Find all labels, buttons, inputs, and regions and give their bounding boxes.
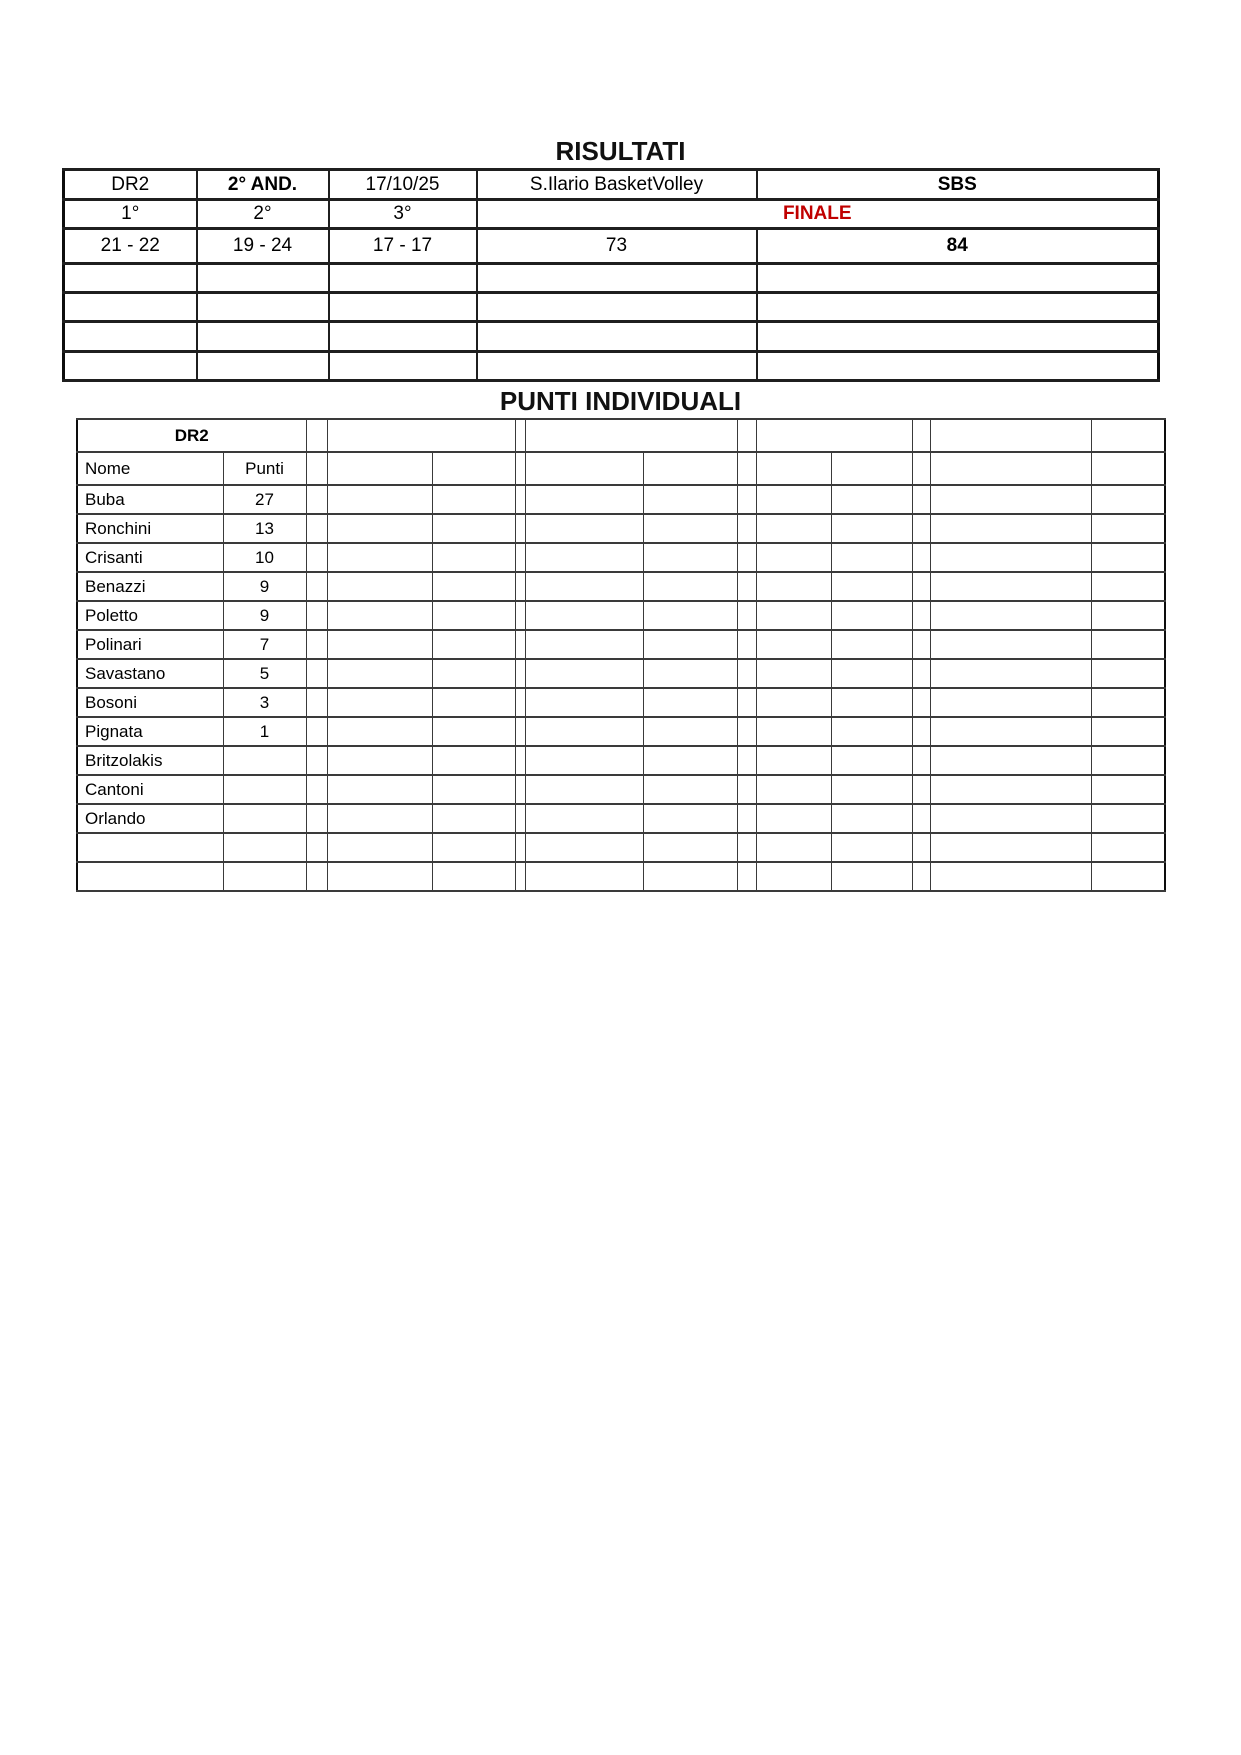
empty-cell [327,630,432,659]
results-row-3 [64,264,1159,293]
empty-cell [930,746,1091,775]
empty-cell [737,601,756,630]
empty-cell [831,688,912,717]
empty-cell [912,804,930,833]
empty-cell [432,833,515,862]
empty-cell [756,485,831,514]
team-name-cell: DR2 [77,419,306,452]
empty-cell [912,833,930,862]
results-cell-r0-c4: SBS [757,170,1159,200]
empty-cell [432,688,515,717]
results-cell-r4-c3 [477,293,757,322]
player-row [77,746,1165,775]
empty-cell [432,659,515,688]
empty-cell [515,717,525,746]
empty-cell [515,833,525,862]
results-cell-r4-c2 [329,293,477,322]
results-cell-r4-c1 [197,293,329,322]
player-points-cell [223,804,306,833]
player-row [77,833,1165,862]
empty-cell [643,630,737,659]
empty-cell [930,717,1091,746]
individual-points-table [76,418,1166,892]
empty-cell [912,572,930,601]
empty-cell [756,630,831,659]
empty-cell [756,514,831,543]
empty-cell [643,775,737,804]
results-cell-r2-c3: 73 [477,229,757,264]
empty-cell [1091,659,1165,688]
empty-cell [515,659,525,688]
empty-cell [756,804,831,833]
empty-cell [930,833,1091,862]
empty-cell [643,833,737,862]
empty-cell [515,688,525,717]
empty-cell [831,514,912,543]
empty-cell [432,775,515,804]
empty-cell [306,659,327,688]
empty-cell [515,514,525,543]
empty-cell [930,485,1091,514]
player-name-cell: Cantoni [77,775,223,804]
empty-cell [1091,746,1165,775]
empty-cell [327,659,432,688]
results-cell-r6-c4 [757,352,1159,381]
empty-cell [643,804,737,833]
empty-cell [432,746,515,775]
player-row [77,572,1165,601]
empty-cell [515,543,525,572]
empty-cell [831,775,912,804]
team-header-empty-cell [912,419,930,452]
player-points-cell: 1 [223,717,306,746]
empty-cell [525,514,643,543]
empty-cell [327,601,432,630]
empty-cell [1091,775,1165,804]
results-table [62,168,1160,382]
empty-cell [432,485,515,514]
empty-cell [306,630,327,659]
team-header-empty-cell [525,419,737,452]
empty-cell [737,543,756,572]
empty-cell [831,543,912,572]
empty-cell [643,543,737,572]
empty-cell [432,717,515,746]
empty-cell [525,601,643,630]
column-header-empty-cell [912,452,930,485]
column-header-empty-cell [1091,452,1165,485]
team-header-empty-cell [930,419,1091,452]
results-title: RISULTATI [555,136,686,166]
empty-cell [930,775,1091,804]
empty-cell [912,659,930,688]
empty-cell [737,630,756,659]
player-points-cell: 27 [223,485,306,514]
empty-cell [912,485,930,514]
empty-cell [737,688,756,717]
team-header-empty-cell [737,419,756,452]
empty-cell [643,572,737,601]
player-row [77,543,1165,572]
empty-cell [756,601,831,630]
empty-cell [643,717,737,746]
empty-cell [912,630,930,659]
empty-cell [831,572,912,601]
empty-cell [643,688,737,717]
results-cell-r5-c4 [757,322,1159,352]
empty-cell [432,601,515,630]
column-header-row [77,452,1165,485]
player-name-cell [77,833,223,862]
empty-cell [525,746,643,775]
results-cell-r2-c2: 17 - 17 [329,229,477,264]
name-column-header: Nome [77,452,223,485]
team-header-empty-cell [327,419,515,452]
results-cell-r0-c3: S.Ilario BasketVolley [477,170,757,200]
empty-cell [327,746,432,775]
empty-cell [432,804,515,833]
empty-cell [432,543,515,572]
empty-cell [525,833,643,862]
empty-cell [515,630,525,659]
player-row [77,601,1165,630]
player-name-cell: Benazzi [77,572,223,601]
empty-cell [327,862,432,891]
empty-cell [525,775,643,804]
column-header-empty-cell [432,452,515,485]
empty-cell [737,746,756,775]
empty-cell [831,833,912,862]
empty-cell [1091,833,1165,862]
empty-cell [306,514,327,543]
empty-cell [515,862,525,891]
empty-cell [930,601,1091,630]
results-row-2 [64,229,1159,264]
empty-cell [912,746,930,775]
results-row-5 [64,322,1159,352]
results-cell-r3-c0 [64,264,197,293]
results-cell-r3-c4 [757,264,1159,293]
empty-cell [1091,514,1165,543]
column-header-empty-cell [737,452,756,485]
empty-cell [525,659,643,688]
empty-cell [912,688,930,717]
empty-cell [306,862,327,891]
player-name-cell: Crisanti [77,543,223,572]
empty-cell [930,514,1091,543]
empty-cell [643,514,737,543]
empty-cell [912,601,930,630]
team-header-empty-cell [1091,419,1165,452]
empty-cell [1091,862,1165,891]
empty-cell [515,775,525,804]
empty-cell [1091,717,1165,746]
empty-cell [525,543,643,572]
results-cell-r2-c4: 84 [757,229,1159,264]
empty-cell [327,804,432,833]
empty-cell [306,775,327,804]
empty-cell [756,775,831,804]
empty-cell [1091,485,1165,514]
player-name-cell: Bosoni [77,688,223,717]
player-points-cell: 5 [223,659,306,688]
player-points-cell [223,746,306,775]
player-points-cell [223,833,306,862]
player-points-cell: 10 [223,543,306,572]
results-cell-r2-c1: 19 - 24 [197,229,329,264]
empty-cell [327,688,432,717]
empty-cell [737,717,756,746]
empty-cell [525,688,643,717]
empty-cell [306,746,327,775]
empty-cell [432,862,515,891]
empty-cell [831,804,912,833]
empty-cell [306,688,327,717]
empty-cell [525,717,643,746]
empty-cell [831,862,912,891]
empty-cell [306,543,327,572]
player-name-cell: Ronchini [77,514,223,543]
empty-cell [327,543,432,572]
empty-cell [525,862,643,891]
results-cell-r1-c0: 1° [64,200,197,229]
results-cell-r1-c1: 2° [197,200,329,229]
column-header-empty-cell [831,452,912,485]
empty-cell [327,717,432,746]
player-points-cell [223,775,306,804]
empty-cell [515,601,525,630]
empty-cell [930,862,1091,891]
empty-cell [643,746,737,775]
points-column-header: Punti [223,452,306,485]
empty-cell [327,775,432,804]
empty-cell [306,572,327,601]
player-row [77,688,1165,717]
empty-cell [525,485,643,514]
empty-cell [643,601,737,630]
results-cell-r0-c0: DR2 [64,170,197,200]
empty-cell [1091,572,1165,601]
empty-cell [831,630,912,659]
player-name-cell: Orlando [77,804,223,833]
empty-cell [515,746,525,775]
results-row-1 [64,200,1159,229]
results-cell-r2-c0: 21 - 22 [64,229,197,264]
empty-cell [525,572,643,601]
empty-cell [912,775,930,804]
empty-cell [912,717,930,746]
column-header-empty-cell [306,452,327,485]
empty-cell [737,804,756,833]
player-points-cell: 7 [223,630,306,659]
player-row [77,804,1165,833]
results-cell-r5-c2 [329,322,477,352]
empty-cell [306,717,327,746]
results-cell-r6-c3 [477,352,757,381]
results-cell-r1-c2: 3° [329,200,477,229]
column-header-empty-cell [525,452,643,485]
empty-cell [432,630,515,659]
results-row-4 [64,293,1159,322]
empty-cell [930,630,1091,659]
results-row-6 [64,352,1159,381]
results-cell-r4-c0 [64,293,197,322]
team-header-empty-cell [515,419,525,452]
empty-cell [756,746,831,775]
results-cell-r5-c3 [477,322,757,352]
team-header-empty-cell [306,419,327,452]
empty-cell [737,514,756,543]
empty-cell [327,833,432,862]
empty-cell [737,485,756,514]
column-header-empty-cell [930,452,1091,485]
results-cell-r5-c0 [64,322,197,352]
empty-cell [831,601,912,630]
empty-cell [930,543,1091,572]
player-name-cell: Savastano [77,659,223,688]
player-row [77,775,1165,804]
team-header-row [77,419,1165,452]
empty-cell [930,804,1091,833]
results-cell-r3-c3 [477,264,757,293]
column-header-empty-cell [643,452,737,485]
results-cell-r3-c2 [329,264,477,293]
player-row [77,862,1165,891]
individual-points-title: PUNTI INDIVIDUALI [499,386,742,416]
empty-cell [432,514,515,543]
empty-cell [1091,543,1165,572]
empty-cell [306,601,327,630]
results-cell-r5-c1 [197,322,329,352]
empty-cell [737,862,756,891]
empty-cell [756,659,831,688]
empty-cell [737,572,756,601]
empty-cell [1091,804,1165,833]
empty-cell [756,717,831,746]
empty-cell [306,833,327,862]
empty-cell [756,543,831,572]
empty-cell [306,485,327,514]
player-row [77,485,1165,514]
results-cell-r4-c4 [757,293,1159,322]
empty-cell [515,572,525,601]
results-cell-r1-c3: FINALE [477,200,1159,229]
player-name-cell [77,862,223,891]
empty-cell [756,572,831,601]
empty-cell [327,514,432,543]
empty-cell [643,862,737,891]
column-header-empty-cell [756,452,831,485]
empty-cell [643,485,737,514]
empty-cell [930,572,1091,601]
player-name-cell: Pignata [77,717,223,746]
empty-cell [737,659,756,688]
empty-cell [525,804,643,833]
empty-cell [306,804,327,833]
player-name-cell: Buba [77,485,223,514]
empty-cell [831,717,912,746]
results-cell-r0-c2: 17/10/25 [329,170,477,200]
empty-cell [1091,601,1165,630]
column-header-empty-cell [515,452,525,485]
empty-cell [525,630,643,659]
player-row [77,630,1165,659]
empty-cell [756,862,831,891]
empty-cell [831,485,912,514]
empty-cell [327,572,432,601]
empty-cell [831,746,912,775]
empty-cell [912,543,930,572]
empty-cell [912,862,930,891]
empty-cell [643,659,737,688]
player-row [77,717,1165,746]
results-cell-r6-c1 [197,352,329,381]
player-points-cell: 13 [223,514,306,543]
column-header-empty-cell [327,452,432,485]
results-cell-r6-c2 [329,352,477,381]
player-row [77,659,1165,688]
empty-cell [515,485,525,514]
empty-cell [1091,630,1165,659]
empty-cell [930,688,1091,717]
empty-cell [737,775,756,804]
empty-cell [930,659,1091,688]
results-cell-r0-c1: 2° AND. [197,170,329,200]
empty-cell [327,485,432,514]
empty-cell [912,514,930,543]
empty-cell [515,804,525,833]
team-header-empty-cell [756,419,912,452]
results-cell-r3-c1 [197,264,329,293]
empty-cell [756,688,831,717]
empty-cell [1091,688,1165,717]
player-name-cell: Polinari [77,630,223,659]
player-points-cell [223,862,306,891]
player-name-cell: Britzolakis [77,746,223,775]
empty-cell [432,572,515,601]
results-cell-r6-c0 [64,352,197,381]
player-points-cell: 3 [223,688,306,717]
player-points-cell: 9 [223,572,306,601]
player-points-cell: 9 [223,601,306,630]
player-row [77,514,1165,543]
results-row-0 [64,170,1159,200]
player-name-cell: Poletto [77,601,223,630]
empty-cell [831,659,912,688]
empty-cell [737,833,756,862]
empty-cell [756,833,831,862]
